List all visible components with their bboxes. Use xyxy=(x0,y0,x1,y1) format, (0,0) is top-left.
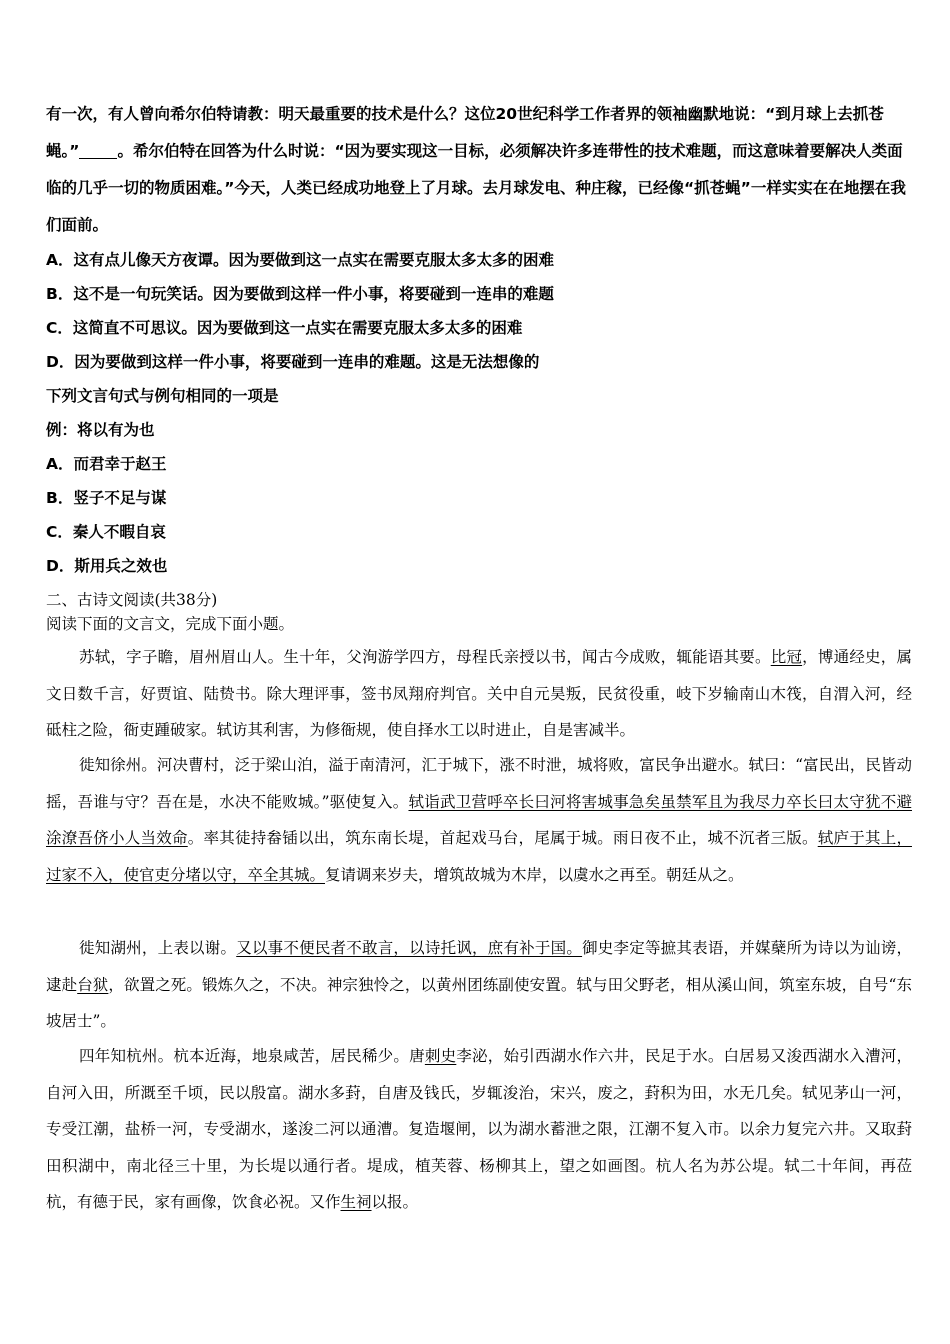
section-instruction: 阅读下面的文言文，完成下面小题。 xyxy=(46,615,295,633)
underlined-term-shengci: 生祠 xyxy=(340,1193,372,1211)
p4-text-b: 李泌，始引西湖水作六井，民足于水。白居易又浚西湖水入漕河，自河入田，所溉至千顷，民以殷富。湖水多葑，自唐及钱氏，岁辄浚治，宋兴，废之，葑积为田，水无几矣。轼见茅山一河，专受江潮，盐桥一河，专受湖水，遂浚二河以通漕。复造堰闸，以为湖水蓄泄之限，江潮不复入市。以余力复完六井。又取葑田积湖中，南北径三十里，为长堤以通行者。堤成，植芙蓉、杨柳其上，望之如画图。杭人名为苏公堤。轼二十年间，再莅杭，有德于民，家有画像，饮食必祝。又作 xyxy=(46,1047,912,1211)
question-1-option-d: D．因为要做到这样一件小事，将要碰到一连串的难题。这是无法想像的 xyxy=(46,353,540,371)
question-2-example: 例：将以有为也 xyxy=(46,421,155,439)
p3-text-b: 御史李定等摭其表语，并媒蘖所为诗以为讪谤，逮赴 xyxy=(46,939,912,994)
underlined-sentence-translate: 轼庐于其上，过家不入，使官吏分堵以守，卒全其城。 xyxy=(46,829,912,884)
question-2-option-a: A．而君幸于赵王 xyxy=(46,455,167,473)
underlined-sentence-unpunctuated: 轼诣武卫营呼卒长曰河将害城事急矣虽禁军且为我尽力卒长曰太守犹不避涂潦吾侪小人当效命 xyxy=(46,792,912,847)
p1-text-b: ，博通经史，属文日数千言，好贾谊、陆贽书。除大理评事，签书凤翔府判官。关中自元昊叛，民贫役重，岐下岁输南山木筏，自渭入河，经砥柱之险，衙吏踵破家。轼访其利害，为修衙规，使自择水工以时进止，自是害减半。 xyxy=(46,648,912,739)
p2-text-a: 徙知徐州。河决曹村，泛于梁山泊，溢于南清河，汇于城下，涨不时泄，城将败，富民争出避水。轼曰：“富民出，民皆动摇，吾谁与守？吾在是，水决不能败城。”驱使复入。 xyxy=(46,756,912,811)
section-heading: 二、古诗文阅读(共38分) xyxy=(46,591,218,609)
question-2-option-c: C．秦人不暇自哀 xyxy=(46,523,166,541)
question-1-option-b: B．这不是一句玩笑话。因为要做到这样一件小事，将要碰到一连串的难题 xyxy=(46,285,554,303)
underlined-sentence-translate-2: 又以事不便民者不敢言，以诗托讽，庶有补于国。 xyxy=(236,939,583,957)
underlined-term-taiyu: 台狱 xyxy=(77,975,109,994)
underlined-term-cishi: 刺史 xyxy=(424,1047,457,1065)
question-1-option-a: A．这有点儿像天方夜谭。因为要做到这一点实在需要克服太多太多的困难 xyxy=(46,251,554,269)
question-1-stem-part-b: 。希尔伯特在回答为什么时说：“因为要实现这一目标，必须解决许多连带性的技术难题，而这意味着要解决人类面临的几乎一切的物质困难。”今天，人类已经成功地登上了月球。去月球发电、种庄稼，已经像“抓苍蝇”一样实实在在地摆在我们面前。 xyxy=(46,142,906,234)
question-2-option-b: B．竖子不足与谋 xyxy=(46,489,167,507)
question-2-option-d: D．斯用兵之效也 xyxy=(46,557,168,575)
passage-paragraph-4 xyxy=(46,1038,912,1221)
p3-text-a: 徙知湖州，上表以谢。 xyxy=(79,939,237,957)
p1-text-a: 苏轼，字子瞻，眉州眉山人。生十年，父洵游学四方，母程氏亲授以书，闻古今成败，辄能语其要。 xyxy=(79,648,771,666)
p2-text-c: 复请调来岁夫，增筑故城为木岸，以虞水之再至。朝廷从之。 xyxy=(325,865,744,884)
underlined-term-biguan: 比冠 xyxy=(770,648,803,666)
passage-paragraph-3 xyxy=(46,930,912,1040)
question-1-option-c: C．这简直不可思议。因为要做到这一点实在需要克服太多太多的困难 xyxy=(46,319,523,337)
p4-text-a: 四年知杭州。杭本近海，地泉咸苦，居民稀少。唐 xyxy=(79,1047,425,1065)
question-1-stem xyxy=(46,96,908,244)
p3-text-c: ，欲置之死。锻炼久之，不决。神宗独怜之，以黄州团练副使安置。轼与田父野老，相从溪山间，筑室东坡，自号“东坡居士”。 xyxy=(46,975,912,1030)
answer-blank xyxy=(79,143,117,160)
question-2-stem: 下列文言句式与例句相同的一项是 xyxy=(46,387,279,405)
passage-paragraph-1 xyxy=(46,639,912,749)
passage-paragraph-2 xyxy=(46,747,912,893)
question-1-stem-part-a: 有一次，有人曾向希尔伯特请教：明天最重要的技术是什么？这位20世纪科学工作者界的领袖幽默地说：“到月球上去抓苍蝇。” xyxy=(46,105,884,160)
p4-text-c: 以报。 xyxy=(371,1193,419,1211)
p2-text-b: 。率其徒持畚锸以出，筑东南长堤，首起戏马台，尾属于城。雨日夜不止，城不沉者三版。 xyxy=(187,829,818,847)
